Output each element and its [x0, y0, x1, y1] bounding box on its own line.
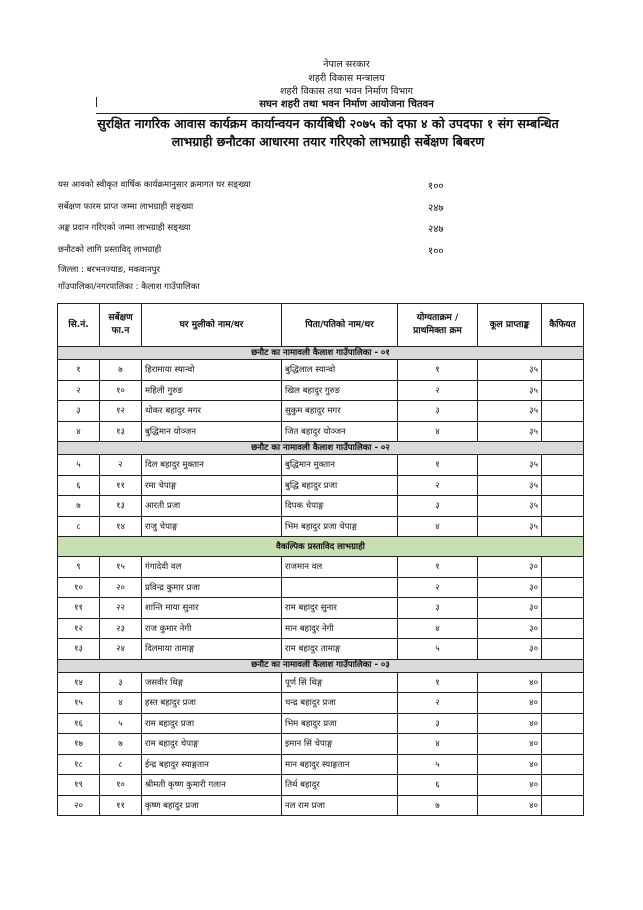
cell-serial: १३ [58, 639, 100, 660]
cell-serial: ४ [58, 421, 100, 442]
table-row [58, 795, 584, 816]
cell-head-name: गंगादेवी वल [142, 557, 282, 578]
cell-score: ३५ [478, 421, 542, 442]
cell-score: ३५ [478, 380, 542, 401]
cell-form-no: १३ [100, 421, 142, 442]
cell-parent-name: सुकुम बहादुर मगर [282, 401, 398, 422]
stat-row [58, 241, 578, 263]
cell-parent-name: खिल बहादुर गुरुङ [282, 380, 398, 401]
table-row [58, 618, 584, 639]
cell-serial: ११ [58, 598, 100, 619]
table-row [58, 496, 584, 517]
cell-parent-name: मान बहादुर नेगी [282, 618, 398, 639]
cell-parent-name: राजमान वल [282, 557, 398, 578]
cell-rank: ४ [398, 618, 478, 639]
column-header-form-no: सर्बेक्षण फा.न [100, 304, 142, 347]
cell-score: ४० [478, 693, 542, 714]
table-row [58, 475, 584, 496]
cell-form-no: १० [100, 380, 142, 401]
group-header-row [58, 442, 584, 455]
stat-row [58, 219, 578, 241]
cell-score: ३५ [478, 496, 542, 517]
cell-remarks [542, 380, 584, 401]
cell-head-name: श्रीमती कृष्ण कुमारी गलान [142, 775, 282, 796]
cell-remarks [542, 795, 584, 816]
cell-score: ३० [478, 618, 542, 639]
cell-parent-name: राम बहादुर तामाङ्ग [282, 639, 398, 660]
cell-head-name: दिलमाया तामाङ्ग [142, 639, 282, 660]
cell-parent-name: दिपक चेपाङ्ग [282, 496, 398, 517]
cell-score: ३० [478, 598, 542, 619]
header-divider [96, 113, 550, 114]
cell-rank: ५ [398, 754, 478, 775]
cell-head-name: हस्त बहादुर प्रजा [142, 693, 282, 714]
table-row [58, 598, 584, 619]
cell-serial: ३ [58, 401, 100, 422]
cell-rank: ७ [398, 795, 478, 816]
document-title [58, 115, 598, 151]
cell-form-no: ७ [100, 360, 142, 381]
cell-serial: १२ [58, 618, 100, 639]
title-line-1: सुरक्षित नागरिक आवास कार्यक्रम कार्यान्वयन कार्यबिधी २०७५ को दफा ४ को उपदफा १ संग सम्बन्धित [97, 116, 559, 131]
cell-form-no: ७ [100, 734, 142, 755]
cell-remarks [542, 496, 584, 517]
cell-parent-name [282, 577, 398, 598]
cell-rank: ३ [398, 496, 478, 517]
cell-form-no: ११ [100, 475, 142, 496]
summary-stats [58, 176, 578, 296]
cell-parent-name: भिम बहादुर प्रजा चेपाङ्ग [282, 516, 398, 537]
cell-score: ३५ [478, 401, 542, 422]
table-row [58, 421, 584, 442]
cell-rank: २ [398, 380, 478, 401]
cell-remarks [542, 693, 584, 714]
cell-serial: १ [58, 360, 100, 381]
cell-head-name: शान्ति माया सुनार [142, 598, 282, 619]
cell-serial: १४ [58, 672, 100, 693]
cell-remarks [542, 639, 584, 660]
table-row [58, 639, 584, 660]
table-row [58, 672, 584, 693]
cell-head-name: ईन्द्र बहादुर स्याङ्गतान [142, 754, 282, 775]
table-row [58, 360, 584, 381]
table-row [58, 577, 584, 598]
cell-head-name: दिल बहादुर मुक्तान [142, 455, 282, 476]
cell-form-no: १५ [100, 557, 142, 578]
cell-serial: १५ [58, 693, 100, 714]
cell-head-name: प्रविन्द्र कुमार प्रजा [142, 577, 282, 598]
cell-rank: १ [398, 455, 478, 476]
cell-score: ३० [478, 557, 542, 578]
cell-serial: २० [58, 795, 100, 816]
header-line-government: नेपाल सरकार [323, 59, 370, 70]
cell-parent-name: मान बहादुर स्याङ्गतान [282, 754, 398, 775]
cell-rank: १ [398, 360, 478, 381]
cell-remarks [542, 516, 584, 537]
cell-head-name: राम बहादुर चेपाङ्ग [142, 734, 282, 755]
municipality-label: गाँउपालिका/नगरपालिका : कैलाश गाउँपालिका [58, 282, 200, 292]
cell-rank: ४ [398, 421, 478, 442]
cell-serial: २ [58, 380, 100, 401]
cell-parent-name: नल राम प्रजा [282, 795, 398, 816]
cell-score: ३५ [478, 516, 542, 537]
table-row [58, 713, 584, 734]
cell-serial: १८ [58, 754, 100, 775]
cell-head-name: बुद्धिमान योञ्जन [142, 421, 282, 442]
cell-remarks [542, 421, 584, 442]
cell-form-no: १४ [100, 516, 142, 537]
cell-score: ३० [478, 639, 542, 660]
cell-rank: २ [398, 693, 478, 714]
table-row [58, 754, 584, 775]
group-title: छनौट का नामावली कैलाश गाउँपालिका - ०३ [58, 659, 584, 672]
cell-parent-name: इमान सिं चेपाङ्ग [282, 734, 398, 755]
stat-label: अङ्क प्रदान गरिएको जम्मा लाभग्राही सङ्ख्या [58, 223, 191, 233]
cell-score: ३५ [478, 455, 542, 476]
stat-value: १०० [428, 245, 444, 257]
cell-parent-name: भिम बहादुर प्रजा [282, 713, 398, 734]
cell-rank: ३ [398, 401, 478, 422]
cell-remarks [542, 754, 584, 775]
cell-rank: ३ [398, 598, 478, 619]
cell-form-no: १२ [100, 401, 142, 422]
cell-remarks [542, 713, 584, 734]
group-title: छनौट का नामावली कैलाश गाउँपालिका - ०१ [58, 347, 584, 360]
stat-row [58, 198, 578, 220]
stat-value: २४७ [428, 202, 444, 214]
cell-head-name: राज कुमार नेगी [142, 618, 282, 639]
cell-parent-name: चन्द्र बहादुर प्रजा [282, 693, 398, 714]
table-header-row [58, 304, 584, 347]
cell-head-name: जसवीर थिङ्ग [142, 672, 282, 693]
group-title: छनौट का नामावली कैलाश गाउँपालिका - ०२ [58, 442, 584, 455]
cell-head-name: कृष्ण बहादुर प्रजा [142, 795, 282, 816]
table-row [58, 775, 584, 796]
cell-score: ४० [478, 754, 542, 775]
cell-rank: १ [398, 672, 478, 693]
cell-remarks [542, 598, 584, 619]
cell-serial: १९ [58, 775, 100, 796]
cell-score: ४० [478, 672, 542, 693]
cell-remarks [542, 734, 584, 755]
column-header-parent-name: पिता/पतिको नाम/थर [282, 304, 398, 347]
cell-parent-name: तिर्थ बहादुर [282, 775, 398, 796]
group-title: वैकल्पिक प्रस्ताविद लाभग्राही [58, 537, 584, 557]
header-line-department: शहरी विकास तथा भवन निर्माण विभाग [279, 86, 414, 97]
table-row [58, 401, 584, 422]
cell-score: ३० [478, 577, 542, 598]
cell-head-name: थोकर बहादुर मगर [142, 401, 282, 422]
cell-score: ४० [478, 734, 542, 755]
cell-remarks [542, 455, 584, 476]
cell-head-name: राजु चेपाङ्ग [142, 516, 282, 537]
header-line-ministry: शहरी विकास मन्त्रालय [308, 73, 385, 84]
cell-serial: ७ [58, 496, 100, 517]
cell-parent-name: राम बहादुर सुनार [282, 598, 398, 619]
cell-rank: ३ [398, 713, 478, 734]
cell-head-name: आरती प्रजा [142, 496, 282, 517]
alternate-group-header [58, 537, 584, 557]
header-line-project: सघन शहरी तथा भवन निर्माण आयोजना चितवन [259, 99, 434, 110]
title-line-2: लाभग्राही छनौटका आधारमा तयार गरिएको लाभग्राही सर्बेक्षण बिबरण [171, 134, 485, 149]
cell-head-name: हिरामाया स्यान्वो [142, 360, 282, 381]
cell-parent-name: बुद्धिमान मुक्तान [282, 455, 398, 476]
cell-form-no: २० [100, 577, 142, 598]
table-row [58, 455, 584, 476]
table-row [58, 734, 584, 755]
cell-form-no: १० [100, 775, 142, 796]
group-header-row [58, 659, 584, 672]
beneficiary-table [57, 303, 584, 816]
column-header-rank: योग्यताक्रम /प्राथमिक्ता क्रम [398, 304, 478, 347]
stat-value: २४७ [428, 224, 444, 235]
cell-parent-name: पूर्ण सिं थिङ्ग [282, 672, 398, 693]
cell-parent-name: बुद्धिलाल स्यान्वो [282, 360, 398, 381]
cell-parent-name: जित बहादुर योञ्जन [282, 421, 398, 442]
cell-remarks [542, 475, 584, 496]
cell-rank: ५ [398, 639, 478, 660]
cell-serial: ९ [58, 557, 100, 578]
cell-serial: १६ [58, 713, 100, 734]
header-divider-vertical [96, 97, 98, 107]
cell-form-no: ११ [100, 795, 142, 816]
table-row [58, 693, 584, 714]
column-header-serial: सि.नं. [58, 304, 100, 347]
column-header-head-name: घर मुलीको नाम/थर [142, 304, 282, 347]
stat-row [58, 176, 578, 198]
cell-head-name: महिली गुरुङ [142, 380, 282, 401]
group-header-row [58, 347, 584, 360]
cell-score: ४० [478, 795, 542, 816]
district-label: जिल्ला : बरभनज्याङ, मकवानपुर [58, 265, 160, 275]
cell-remarks [542, 672, 584, 693]
cell-form-no: ८ [100, 754, 142, 775]
table-row [58, 516, 584, 537]
cell-head-name: राम बहादुर प्रजा [142, 713, 282, 734]
cell-rank: १ [398, 557, 478, 578]
table-row [58, 557, 584, 578]
cell-rank: ४ [398, 734, 478, 755]
stat-label: छनौटको लागि प्रस्ताविद् लाभग्राही [58, 244, 162, 255]
cell-serial: १७ [58, 734, 100, 755]
cell-remarks [542, 577, 584, 598]
cell-parent-name: बुद्धि बहादुर प्रजा [282, 475, 398, 496]
cell-score: ३५ [478, 360, 542, 381]
cell-form-no: २ [100, 455, 142, 476]
cell-form-no: ४ [100, 693, 142, 714]
cell-score: ४० [478, 713, 542, 734]
cell-form-no: ५ [100, 713, 142, 734]
cell-remarks [542, 775, 584, 796]
cell-form-no: २२ [100, 598, 142, 619]
cell-rank: २ [398, 577, 478, 598]
stat-value: १०० [428, 181, 444, 192]
column-header-score: कूल प्राप्ताङ्क [478, 304, 542, 347]
cell-score: ३५ [478, 475, 542, 496]
cell-head-name: रमा चेपाङ्ग [142, 475, 282, 496]
cell-serial: ८ [58, 516, 100, 537]
cell-remarks [542, 360, 584, 381]
cell-form-no: ३ [100, 672, 142, 693]
cell-rank: २ [398, 475, 478, 496]
cell-form-no: १३ [100, 496, 142, 517]
cell-form-no: २४ [100, 639, 142, 660]
cell-remarks [542, 401, 584, 422]
cell-remarks [542, 618, 584, 639]
cell-rank: ४ [398, 516, 478, 537]
cell-serial: १० [58, 577, 100, 598]
column-header-remarks: कैफियत [542, 304, 584, 347]
stat-label: यस आवको स्वीकृत वार्षिक कार्यक्रमानुसार क्रमागत घर सङ्ख्या [58, 180, 251, 190]
table-row [58, 380, 584, 401]
cell-serial: ६ [58, 475, 100, 496]
cell-score: ४० [478, 775, 542, 796]
cell-remarks [542, 557, 584, 578]
cell-rank: ६ [398, 775, 478, 796]
cell-form-no: २३ [100, 618, 142, 639]
cell-serial: ५ [58, 455, 100, 476]
stat-label: सर्बेक्षण फारम प्राप्त जम्मा लाभग्राही सङ्ख्या [58, 201, 194, 212]
